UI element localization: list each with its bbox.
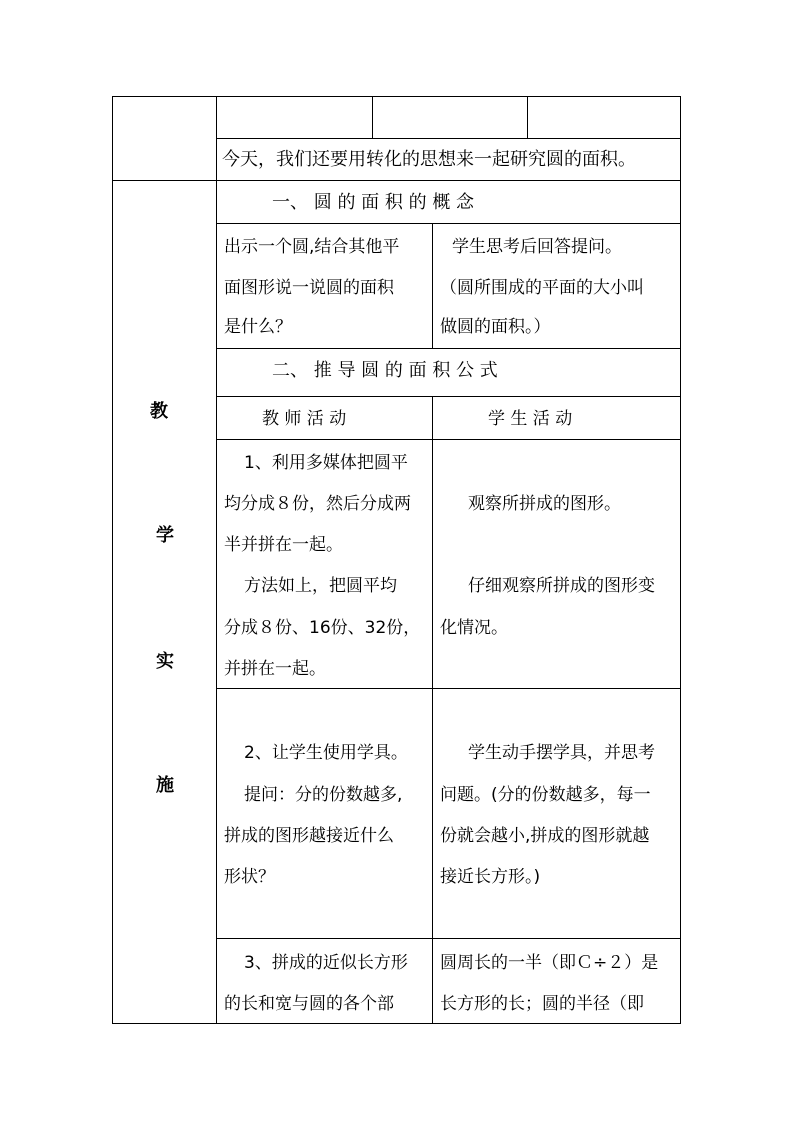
rule-section1-title [216,223,681,224]
row1-student-line1: 观察所拼成的图形。 [468,494,621,514]
side-label-2: 学 [156,525,174,546]
row2-student-line4: 接近长方形。) [440,867,541,887]
row2-student-line1: 学生动手摆学具，并思考 [468,743,655,763]
rule-right [680,96,681,1024]
rule-header-row [216,138,681,139]
rule-intro-bottom [112,180,681,181]
row1-teacher-line2: 均分成８份，然后分成两 [224,494,411,514]
row3-teacher-line2: 的长和宽与圆的各个部 [224,994,394,1014]
row2-teacher-line4: 形状？ [224,867,275,887]
row3-teacher-line1: 3、拼成的近似长方形 [244,953,408,973]
row1-student-line3: 化情况。 [440,618,508,638]
row3-student-line1: 圆周长的一半（即Ｃ÷２）是 [440,953,659,973]
rule-label-col [216,96,217,1024]
row2-teacher-line3: 拼成的图形越接近什么 [224,826,394,846]
rule-section2-mid [432,396,433,1024]
row3-student-line2: 长方形的长；圆的半径（即 [440,994,644,1014]
rule-top [112,96,681,97]
rule-section1-mid [432,223,433,349]
section1-student-line2: （圆所围成的平面的大小叫 [440,278,644,298]
row2-teacher-line1: 2、让学生使用学具。 [244,743,408,763]
row1-teacher-line3: 半并拼在一起。 [224,535,343,555]
section1-teacher-line2: 面图形说一说圆的面积 [224,278,394,298]
section1-student-line1: 学生思考后回答提问。 [452,237,622,257]
rule-bottom [112,1023,681,1024]
row1-teacher-line5: 分成８份、16份、32份， [224,618,421,638]
section1-title: 一、 圆 的 面 积 的 概 念 [272,192,475,213]
rule-top-col-b [527,96,528,139]
intro-text: 今天，我们还要用转化的思想来一起研究圆的面积。 [222,149,636,170]
row2-teacher-line2: 提问：分的份数越多, [244,785,403,805]
student-activity-header: 学 生 活 动 [488,409,573,429]
row1-teacher-line1: 1、利用多媒体把圆平 [244,453,408,473]
rule-section1-bottom [216,348,681,349]
row2-student-line3: 份就会越小,拼成的图形就越 [440,826,650,846]
section2-title: 二、 推 导 圆 的 面 积 公 式 [272,360,498,381]
side-label-3: 实 [156,651,174,672]
row1-student-line2: 仔细观察所拼成的图形变 [468,576,655,596]
side-label-4: 施 [156,775,174,796]
section1-student-line3: 做圆的面积。） [440,317,551,337]
rule-row2-bottom [216,938,681,939]
row1-teacher-line4: 方法如上，把圆平均 [244,576,397,596]
rule-row1-bottom [216,688,681,689]
section1-teacher-line1: 出示一个圆,结合其他平 [224,237,400,257]
rule-section2-title [216,396,681,397]
rule-activity-headers [216,439,681,440]
row1-teacher-line6: 并拼在一起。 [224,659,326,679]
section1-teacher-line3: 是什么？ [224,317,292,337]
side-label-1: 教 [150,401,168,422]
rule-top-col-a [372,96,373,139]
teacher-activity-header: 教 师 活 动 [262,409,347,429]
row2-student-line2: 问题。(分的份数越多，每一 [440,785,651,805]
rule-left [112,96,113,1024]
